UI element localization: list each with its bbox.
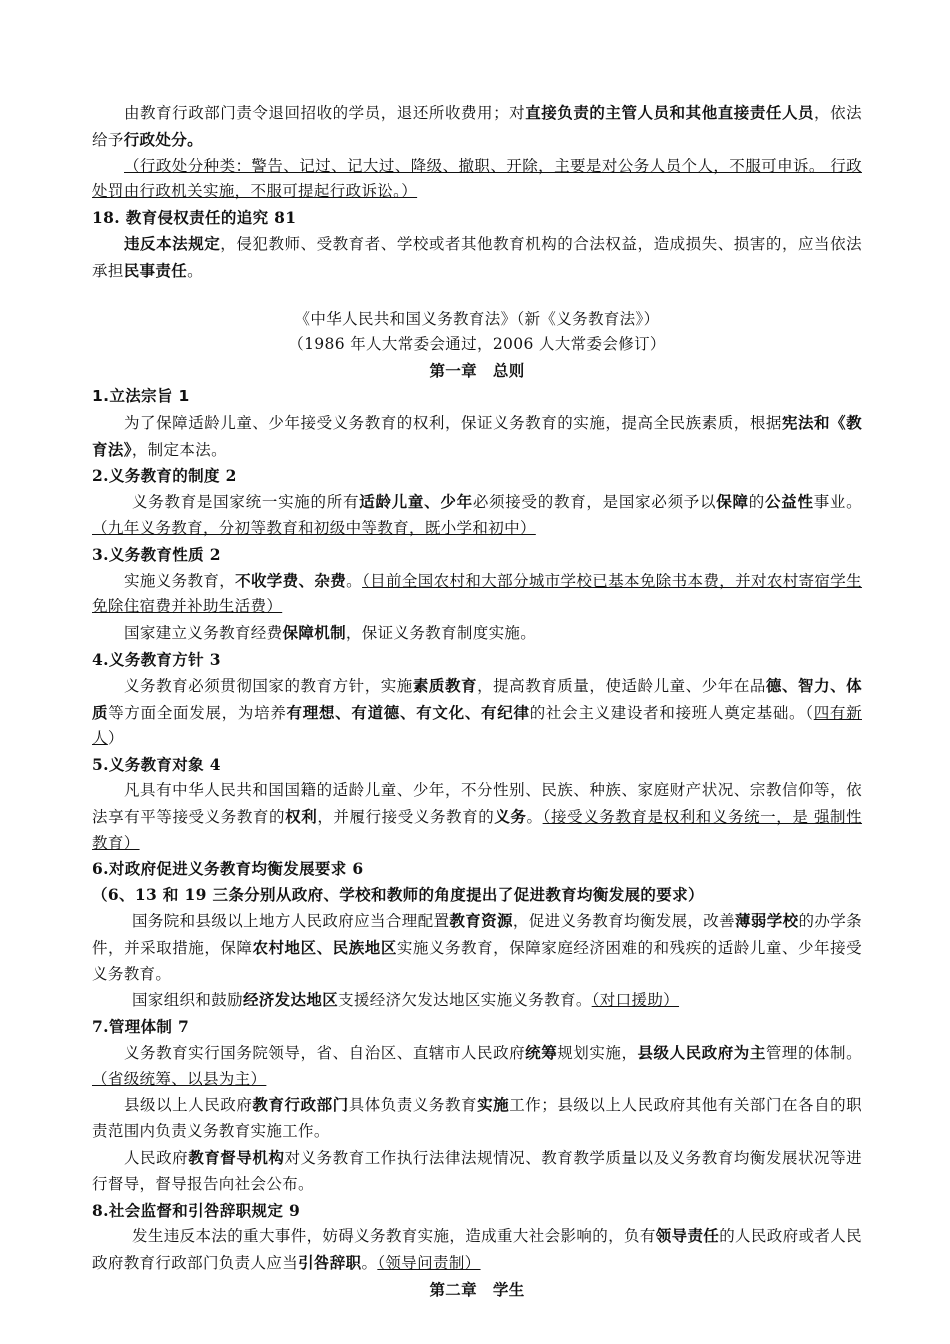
text: 规划实施， — [557, 1043, 638, 1062]
text: 实施义务教育，保障家庭经济困难的和残疾的适龄儿童、少年接受义务教育。 — [92, 938, 862, 983]
text: ，提高教育质量，使适龄儿童、少年在品 — [477, 676, 766, 695]
bold-text: 实施 — [477, 1095, 510, 1115]
text: ，制定本法。 — [131, 440, 227, 459]
text: ，并履行接受义务教育的 — [317, 807, 495, 826]
text: 义务教育实行国务院领导，省、自治区、直辖市人民政府 — [124, 1043, 526, 1062]
text: 义务教育是国家统一实施的所有 — [132, 493, 360, 512]
text: 凡具有中华人民共和国国籍的适龄儿童、少年，不分性别、民族、种族、家庭财产状况、宗教信仰等，依法享有平等接受义务教育的 — [92, 780, 862, 826]
text: 发生违反本法的重大事件，妨碍义务教育实施，造成重大社会影响的，负有 — [132, 1227, 656, 1246]
text: ） — [107, 729, 124, 748]
article-5-text — [92, 778, 862, 856]
underlined-note: （领导问责制） — [377, 1254, 481, 1273]
article-7-text — [92, 1040, 862, 1093]
article-2-text — [92, 489, 862, 542]
text: ，保证义务教育制度实施。 — [345, 624, 537, 643]
article-2-heading: 2.义务教育的制度 2 — [92, 466, 237, 486]
article-1-text — [92, 410, 862, 464]
text: 的 — [748, 493, 765, 512]
text: 必须接受的教育，是国家必须予以 — [472, 493, 717, 512]
article-6-heading: 6.对政府促进义务教育均衡发展要求 6 — [92, 859, 364, 879]
bold-text: 行政处分。 — [123, 129, 203, 149]
text: 。 — [526, 807, 543, 826]
article-3-heading: 3.义务教育性质 2 — [92, 544, 221, 564]
article-4-heading: 4.义务教育方针 3 — [92, 649, 221, 669]
text: 等方面全面发展，为培养 — [108, 703, 287, 722]
bold-text: 保障 — [716, 492, 749, 512]
text: 。 — [346, 571, 363, 590]
note-admin-penalty: （行政处分种类：警告、记过、记大过、降级、撤职、开除，主要是对公务人员个人，不服可申诉。 行政处罚由行政机关实施，不服可提起行政诉讼。） — [92, 156, 862, 201]
underlined-note: （对口援助） — [591, 991, 680, 1010]
bold-text: 县级人民政府为主 — [637, 1042, 766, 1062]
text: 国务院和县级以上地方人民政府应当合理配置 — [132, 911, 450, 930]
bold-text: 不收学费、杂费 — [235, 570, 347, 590]
bold-text: 统筹 — [525, 1042, 558, 1062]
underlined-note: （目前全国农村和大部分城市学校已基本免除书本费，并对农村寄宿学生免除住宿费并补助生活费） — [92, 571, 863, 616]
law-title: 《中华人民共和国义务教育法》（新《义务教育法》） — [294, 309, 660, 328]
text: 具体负责义务教育 — [348, 1096, 478, 1115]
text: 国家建立义务教育经费 — [124, 624, 283, 643]
text: 为了保障适龄儿童、少年接受义务教育的权利，保证义务教育的实施，提高全民族素质，根据 — [124, 413, 782, 432]
bold-text: 宪法和《教育法》 — [92, 412, 862, 459]
bold-text: 素质教育 — [412, 675, 478, 695]
text: 支援经济欠发达地区实施义务教育。 — [338, 991, 592, 1010]
text: 。 — [187, 261, 203, 280]
article-6-text-2 — [92, 987, 862, 1014]
article-8-text — [92, 1223, 862, 1277]
paragraph-18 — [92, 231, 862, 285]
text: 的社会主义建设者和接班人奠定基础。（ — [529, 703, 814, 722]
article-4-text — [92, 673, 862, 752]
article-8-heading: 8.社会监督和引咎辞职规定 9 — [92, 1200, 301, 1220]
text: ，促进义务教育均衡发展，改善 — [512, 911, 736, 930]
bold-text: 经济发达地区 — [242, 990, 339, 1010]
bold-text: 权利 — [285, 806, 318, 826]
text: 由教育行政部门责令退回招收的学员，退还所收费用；对 — [124, 104, 526, 122]
bold-text: 农村地区、民族地区 — [252, 937, 397, 957]
text: 国家组织和鼓励 — [132, 991, 243, 1010]
article-7-heading: 7.管理体制 7 — [92, 1017, 190, 1037]
bold-text: 领导责任 — [655, 1226, 720, 1246]
text: ，侵犯教师、受教育者、学校或者其他教育机构的合法权益，造成损失、损害的，应当依法承担 — [92, 234, 862, 280]
bold-text: 教育行政部门 — [252, 1095, 349, 1115]
bold-text: 适龄儿童、少年 — [359, 492, 473, 512]
section-heading-18: 18. 教育侵权责任的追究 81 — [92, 208, 297, 228]
article-5-heading: 5.义务教育对象 4 — [92, 755, 221, 775]
bold-text: 公益性 — [764, 492, 814, 512]
article-7-text-2 — [92, 1092, 862, 1145]
underlined-note: 四有新人 — [92, 703, 862, 748]
bold-text: 教育督导机构 — [188, 1148, 285, 1168]
bold-text: 有理想、有道德、有文化、有纪律 — [286, 702, 530, 722]
text: 的办学条件，并采取措施，保障 — [92, 911, 862, 957]
text: 人民政府 — [124, 1149, 189, 1168]
text: 的人民政府或者人民政府教育行政部门负责人应当 — [92, 1227, 862, 1273]
text: 。 — [361, 1254, 378, 1273]
bold-text: 民事责任 — [123, 260, 188, 280]
text: 工作；县级以上人民政府其他有关部门在各自的职责范围内负责义务教育实施工作。 — [92, 1096, 863, 1141]
text: 管理的体制。 — [765, 1043, 862, 1062]
bold-text: 直接负责的主管人员和其他直接责任人员 — [525, 103, 815, 122]
paragraph-penalty — [92, 100, 862, 154]
bold-text: 引咎辞职 — [298, 1253, 362, 1273]
law-subtitle: （1986 年人大常委会通过，2006 人大常委会修订） — [288, 335, 666, 354]
article-6-text — [92, 908, 862, 987]
text: 县级以上人民政府 — [124, 1096, 253, 1115]
underlined-note: （省级统筹、以县为主） — [92, 1069, 267, 1088]
article-3-text — [92, 568, 862, 621]
article-6-note: （6、13 和 19 三条分别从政府、学校和教师的角度提出了促进教育均衡发展的要求） — [92, 885, 704, 905]
chapter-2-title: 第二章 学生 — [429, 1280, 525, 1300]
bold-text: 保障机制 — [282, 623, 346, 643]
text: ，依法给予 — [92, 104, 862, 149]
bold-text: 薄弱学校 — [735, 910, 799, 930]
text: 义务教育必须贯彻国家的教育方针，实施 — [124, 676, 413, 695]
underlined-note: （九年义务教育，分初等教育和初级中等教育，既小学和初中） — [92, 518, 536, 537]
text: 事业。 — [813, 493, 862, 512]
document-page — [92, 100, 862, 1303]
underlined-note: （接受义务教育是权利和义务统一，是 强制性教育） — [92, 807, 863, 852]
article-7-text-3 — [92, 1145, 862, 1198]
bold-text: 义务 — [494, 806, 527, 826]
chapter-1-title: 第一章 总则 — [429, 361, 525, 381]
article-1-heading: 1.立法宗旨 1 — [92, 386, 190, 405]
bold-text: 教育资源 — [449, 910, 513, 930]
bold-text: 违反本法规定 — [124, 233, 221, 253]
article-3-text-2 — [92, 620, 862, 647]
text: 对义务教育工作执行法律法规情况、教育教学质量以及义务教育均衡发展状况等进行督导，督导报告向社会公布。 — [92, 1149, 863, 1193]
text: 实施义务教育， — [124, 571, 236, 590]
bold-text: 德、智力、体质 — [92, 675, 863, 722]
spacer — [92, 285, 862, 307]
